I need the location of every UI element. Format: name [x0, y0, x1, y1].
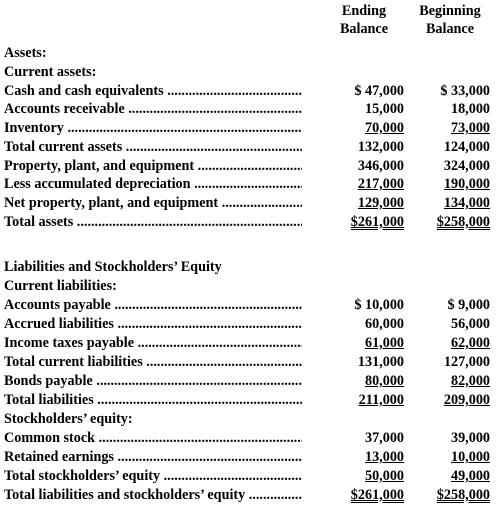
- beginning-balance-value: 124,000: [443, 139, 490, 155]
- beginning-balance-value: 39,000: [450, 430, 490, 446]
- statement-row: [4, 410, 496, 428]
- statement-row: [4, 82, 496, 100]
- header-beginning: [410, 2, 490, 38]
- statement-row: [4, 448, 496, 466]
- row-label: Common stock .....: [4, 429, 302, 447]
- statement-row: [4, 100, 496, 118]
- statement-row: [4, 391, 496, 409]
- beginning-balance-value: $258,000: [436, 487, 490, 503]
- row-label: Inventory .....: [4, 119, 302, 137]
- header-ending-line1: Ending: [341, 3, 387, 19]
- ending-balance-value: 80,000: [364, 373, 404, 389]
- row-label: Total liabilities .....: [4, 391, 302, 409]
- header-beginning-line2: Balance: [425, 21, 475, 37]
- beginning-balance-value: 10,000: [450, 449, 490, 465]
- statement-row: [4, 467, 496, 485]
- ending-balance-value: 129,000: [357, 195, 404, 211]
- ending-balance-value: 217,000: [357, 176, 404, 192]
- beginning-balance-value: 62,000: [450, 335, 490, 351]
- ending-balance-value: 211,000: [358, 392, 404, 408]
- ending-balance-value: 13,000: [364, 449, 404, 465]
- ending-balance-value: 70,000: [364, 120, 404, 136]
- statement-row: [4, 372, 496, 390]
- ending-balance-value: 15,000: [364, 101, 404, 117]
- row-label: Current assets:: [4, 64, 97, 80]
- ending-balance-value: 131,000: [357, 354, 404, 370]
- row-label: Liabilities and Stockholders’ Equity: [4, 259, 222, 275]
- statement-row: [4, 138, 496, 156]
- statement-row: [4, 63, 496, 81]
- ending-balance-value: $ 47,000: [354, 83, 404, 99]
- row-label: Total stockholders’ equity .....: [4, 467, 302, 485]
- statement-row: [4, 175, 496, 193]
- ending-balance-value: 60,000: [364, 316, 404, 332]
- statement-row: [4, 119, 496, 137]
- statement-row: [4, 157, 496, 175]
- ending-balance-value: 50,000: [364, 468, 404, 484]
- beginning-balance-value: 134,000: [443, 195, 490, 211]
- ending-balance-value: $ 10,000: [354, 297, 404, 313]
- row-label: Income taxes payable .....: [4, 334, 302, 352]
- statement-row: [4, 334, 496, 352]
- header-beginning-line1: Beginning: [419, 3, 481, 19]
- statement-row: [4, 258, 496, 276]
- statement-row: [4, 429, 496, 447]
- beginning-balance-value: 324,000: [443, 158, 490, 174]
- row-label: Bonds payable .....: [4, 372, 302, 390]
- beginning-balance-value: 209,000: [443, 392, 490, 408]
- row-label: Assets:: [4, 45, 47, 61]
- row-label: Accounts receivable .....: [4, 100, 302, 118]
- row-label: Retained earnings .....: [4, 448, 302, 466]
- beginning-balance-value: 127,000: [443, 354, 490, 370]
- beginning-balance-value: $258,000: [436, 214, 490, 230]
- row-label: Accounts payable .....: [4, 296, 302, 314]
- statement-row: [4, 353, 496, 371]
- row-label: Accrued liabilities .....: [4, 315, 302, 333]
- row-label: Total current assets .....: [4, 138, 302, 156]
- row-label: Current liabilities:: [4, 278, 117, 294]
- statement-row: [4, 194, 496, 212]
- beginning-balance-value: 56,000: [450, 316, 490, 332]
- beginning-balance-value: $ 9,000: [447, 297, 490, 313]
- statement-row: [4, 44, 496, 62]
- ending-balance-value: 346,000: [357, 158, 404, 174]
- row-label: Total assets .....: [4, 213, 302, 231]
- beginning-balance-value: 190,000: [443, 176, 490, 192]
- beginning-balance-value: 82,000: [450, 373, 490, 389]
- row-label: Net property, plant, and equipment .....: [4, 194, 302, 212]
- row-label: Less accumulated depreciation .....: [4, 175, 302, 193]
- row-label: Stockholders’ equity:: [4, 411, 133, 427]
- beginning-balance-value: 18,000: [450, 101, 490, 117]
- beginning-balance-value: $ 33,000: [440, 83, 490, 99]
- header-ending: [324, 2, 404, 38]
- ending-balance-value: $261,000: [350, 214, 404, 230]
- header-ending-line2: Balance: [339, 21, 389, 37]
- row-label: Total liabilities and stockholders’ equity .....: [4, 486, 302, 504]
- statement-row: [4, 315, 496, 333]
- statement-row: [4, 486, 496, 504]
- ending-balance-value: 37,000: [364, 430, 404, 446]
- row-label: Total current liabilities .....: [4, 353, 302, 371]
- ending-balance-value: 132,000: [357, 139, 404, 155]
- statement-row: [4, 213, 496, 231]
- statement-row: [4, 277, 496, 295]
- ending-balance-value: 61,000: [364, 335, 404, 351]
- beginning-balance-value: 73,000: [450, 120, 490, 136]
- row-label: Cash and cash equivalents .....: [4, 82, 302, 100]
- statement-row: [4, 296, 496, 314]
- beginning-balance-value: 49,000: [450, 468, 490, 484]
- ending-balance-value: $261,000: [350, 487, 404, 503]
- row-label: Property, plant, and equipment .....: [4, 157, 302, 175]
